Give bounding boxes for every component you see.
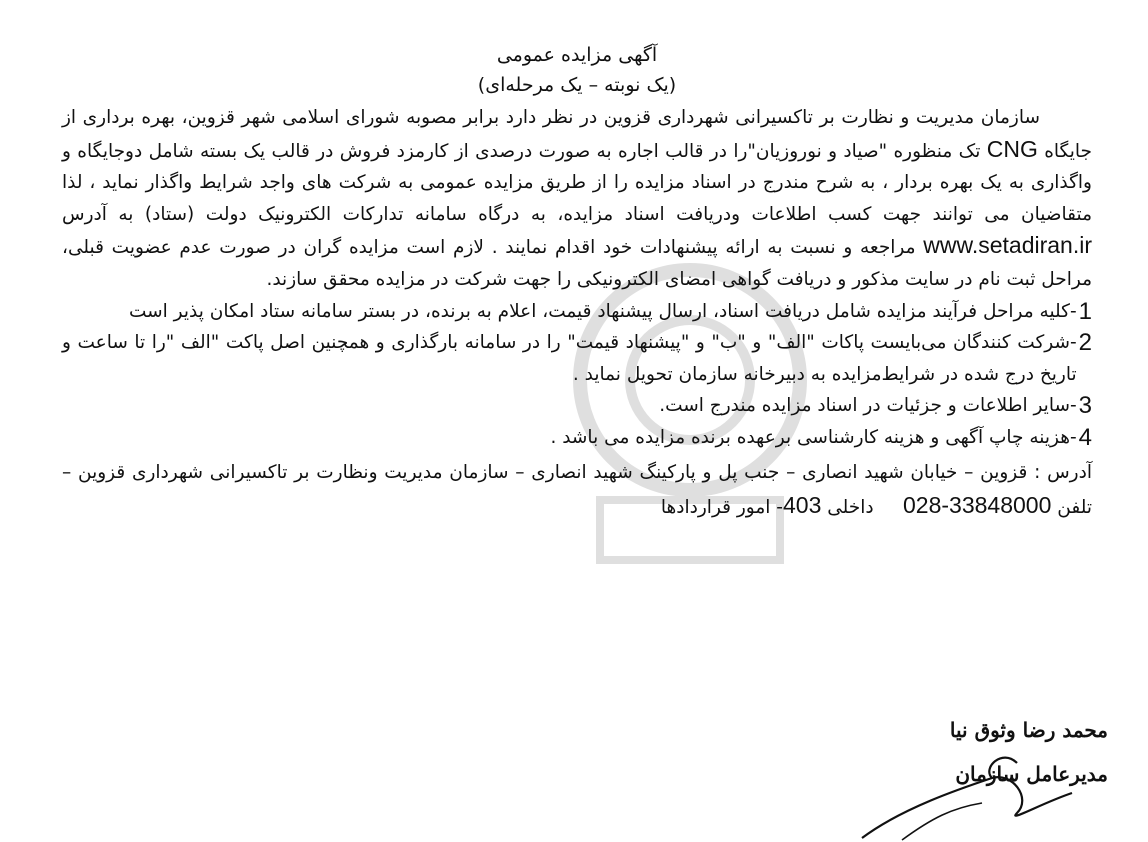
body-text-3: مراجعه و نسبت به ارائه پیشنهادات خود اقدام نمایند . لازم است مزایده گران در صورت عدم عضویت قبلی، مراحل ثبت نام در سایت مذکور و دریافت گواهی امضای الکترونیکی را جهت شرکت در مزایده محقق سازند. bbox=[62, 237, 1092, 290]
notice-document bbox=[62, 40, 1092, 524]
list-item bbox=[62, 296, 1092, 328]
list-item bbox=[62, 422, 1092, 454]
list-item bbox=[62, 327, 1092, 390]
cng-term: CNG bbox=[986, 135, 1038, 162]
body-text-1: سازمان مدیریت و نظارت بر تاکسیرانی شهرداری قزوین در نظر دارد برابر مصوبه شورای اسلامی شهر قزوین، بهره برداری از جایگاه bbox=[62, 107, 1092, 162]
department-text: - امور قراردادها bbox=[660, 496, 783, 518]
item-text: -هزینه چاپ آگهی و هزینه کارشناسی برعهده برنده مزایده می باشد . bbox=[550, 426, 1077, 448]
notice-title: آگهی مزایده عمومی bbox=[496, 44, 658, 66]
extension-number: 403 bbox=[782, 491, 822, 518]
signatory-name: محمد رضا وثوق نیا bbox=[949, 718, 1108, 742]
item-number: 3 bbox=[1078, 392, 1092, 420]
item-text: -سایر اطلاعات و جزئیات در اسناد مزایده مندرج است. bbox=[659, 395, 1077, 417]
body-text-2: تک منظوره "صیاد و نوروزیان"را در قالب اجاره به صورت درصدی از کارمزد فروش در قالب یک بسته شامل دوجایگاه و واگذاری به یک بهره بردار ، به شرح مندرج در اسناد مزایده را از طریق مزایده عمومی به شرکت های واجد شرایط واگذار نماید ، لذا متقاضیان می توانند جهت کسب اطلاعات ودریافت اسناد مزایده، به درگاه سامانه تدارکات الکترونیک دولت (ستاد) به آدرس bbox=[62, 140, 1092, 225]
signatory-role: مدیرعامل سازمان bbox=[955, 762, 1108, 786]
address-text: آدرس : قزوین – خیابان شهید انصاری – جنب پل و پارکینگ شهید انصاری – سازمان مدیریت ونظارت بر تاکسیرانی شهرداری قزوین – تلفن bbox=[62, 461, 1092, 518]
extension-label: داخلی bbox=[827, 496, 874, 518]
item-number: 4 bbox=[1078, 423, 1092, 451]
website-link[interactable]: www.setadiran.ir bbox=[923, 232, 1092, 259]
item-number: 1 bbox=[1078, 297, 1092, 325]
item-text: -شرکت کنندگان می‌بایست پاکات "الف" و "ب" و "پیشنهاد قیمت" را در سامانه بارگذاری و همچنین اصل پاکت "الف "را تا ساعت و تاریخ درج شده در شرایط‌مزایده به دبیرخانه سازمان تحویل نماید . bbox=[62, 332, 1077, 385]
address-block bbox=[62, 456, 1092, 524]
notice-subtitle: (یک نوبته – یک مرحله‌ای) bbox=[477, 74, 677, 96]
body-paragraph bbox=[62, 102, 1092, 296]
item-number: 2 bbox=[1078, 329, 1092, 357]
list-item bbox=[62, 390, 1092, 422]
signature-block bbox=[842, 708, 1112, 842]
phone-number: 028-33848000 bbox=[903, 491, 1052, 518]
item-text: -کلیه مراحل فرآیند مزایده شامل دریافت اسناد، ارسال پیشنهاد قیمت، اعلام به برنده، در بستر سامانه ستاد امکان پذیر است bbox=[128, 300, 1077, 322]
